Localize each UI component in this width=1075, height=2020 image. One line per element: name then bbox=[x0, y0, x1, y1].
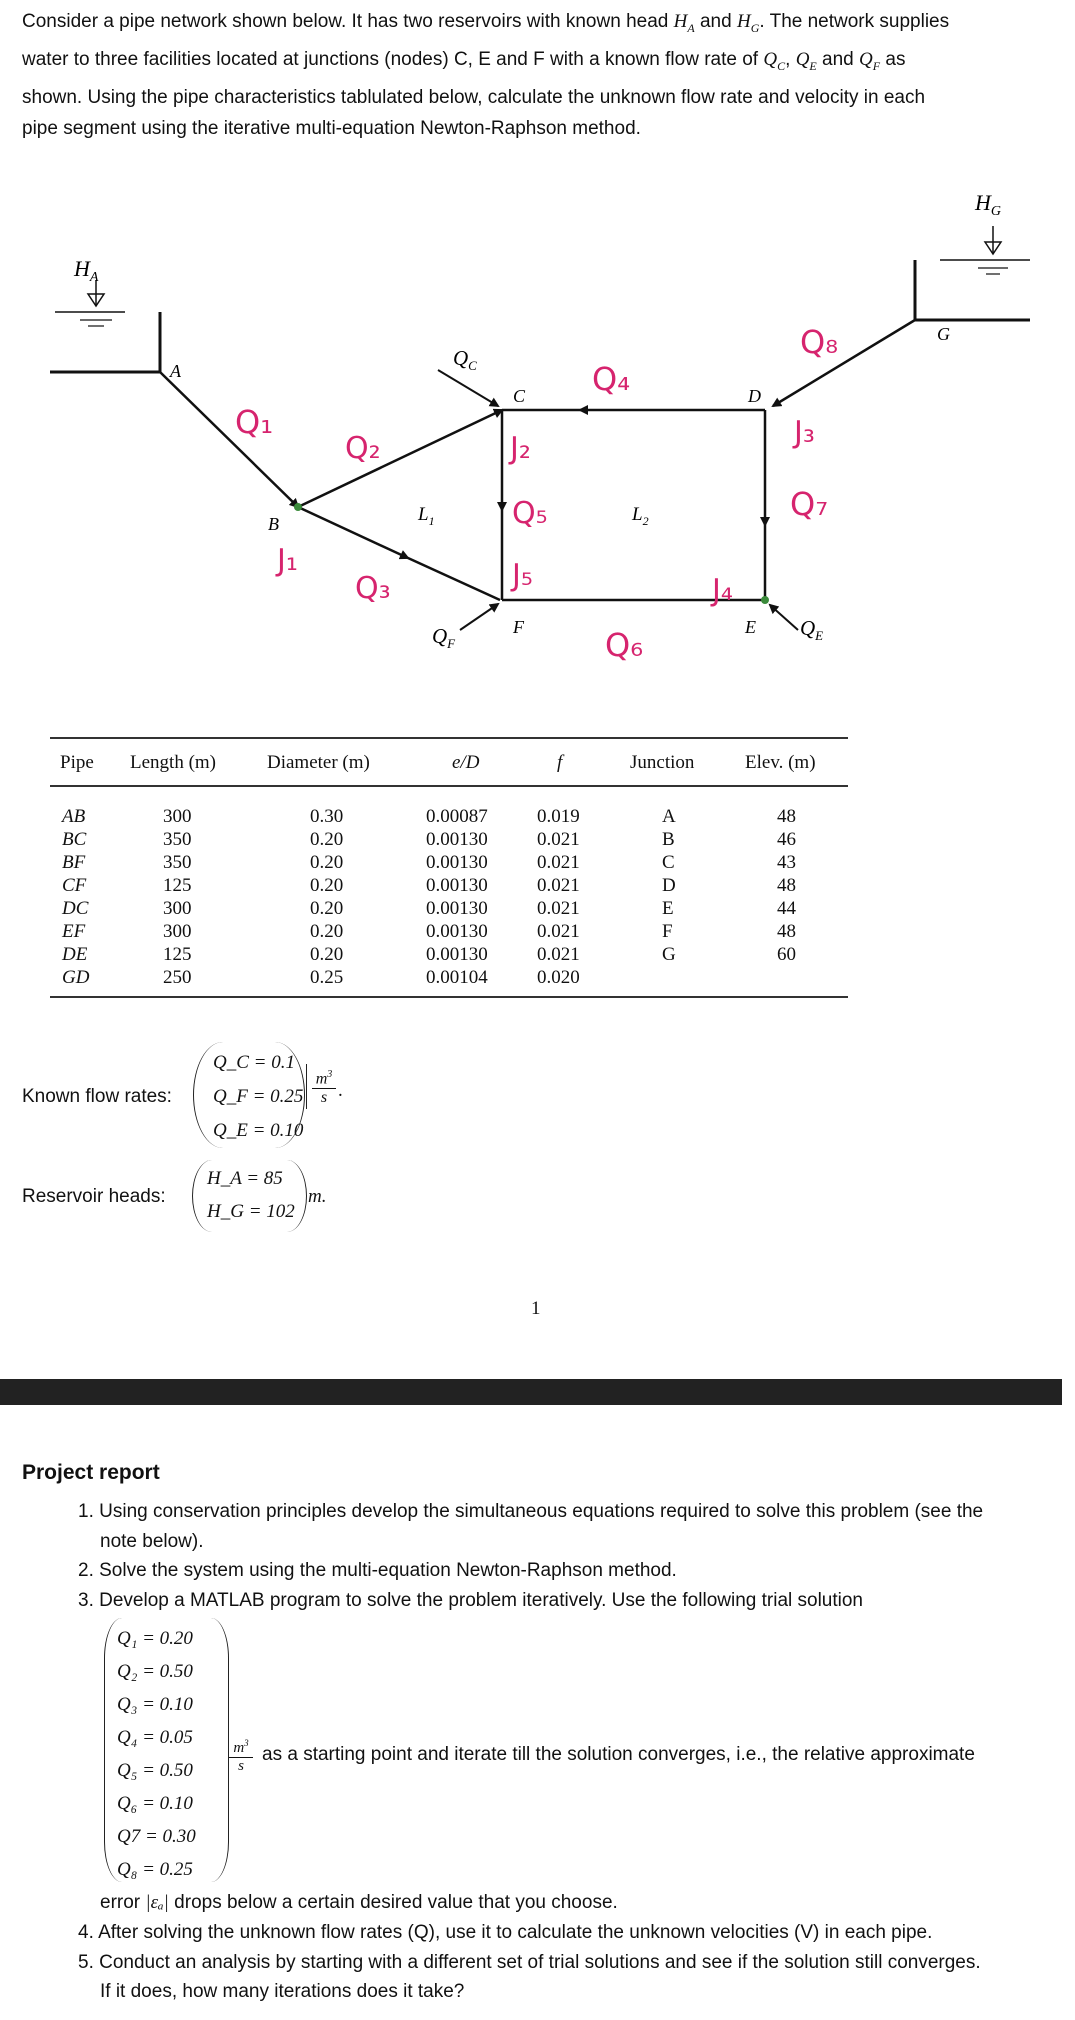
table-cell: 0.00130 bbox=[426, 852, 488, 873]
hand-q7: Q₇ bbox=[790, 485, 829, 523]
node-c-label: C bbox=[513, 386, 526, 406]
table-cell: DC bbox=[62, 898, 89, 919]
trial-unit: $m^3$ s bbox=[229, 1735, 253, 1775]
column-f bbox=[537, 805, 580, 989]
report-item-2: 2. Solve the system using the multi-equation Newton-Raphson method. bbox=[78, 1560, 677, 1581]
report-item-1a: 1. Using conservation principles develop the simultaneous equations required to solve this problem (see the bbox=[78, 1501, 984, 1522]
intro-line-3: shown. Using the pipe characteristics tablulated below, calculate the unknown flow rate and velocity in each bbox=[22, 86, 926, 108]
table-cell: BF bbox=[62, 852, 86, 873]
table-cell: BC bbox=[62, 829, 87, 850]
reservoir-a-label: $H_A$ bbox=[74, 256, 99, 285]
table-cell: 48 bbox=[777, 806, 796, 827]
heads-label: Reservoir heads: bbox=[22, 1186, 166, 1207]
table-cell: 0.00104 bbox=[426, 967, 488, 988]
hand-q1: Q₁ bbox=[235, 403, 274, 441]
column-ed bbox=[426, 805, 488, 989]
table-cell: 350 bbox=[163, 852, 192, 873]
table-cell: 0.20 bbox=[310, 829, 344, 850]
table-cell: 48 bbox=[777, 875, 796, 896]
report-item-3-continued: as a starting point and iterate till the solution converges, i.e., the relative approximate bbox=[262, 1744, 975, 1765]
table-cell: 300 bbox=[163, 921, 192, 942]
hand-q8: Q₈ bbox=[800, 323, 839, 361]
table-cell: 44 bbox=[777, 898, 796, 919]
report-item-4: 4. After solving the unknown flow rates (Q), use it to calculate the unknown velocities (V) in each pipe. bbox=[78, 1922, 933, 1943]
table-cell: 0.021 bbox=[537, 898, 580, 919]
table-cell: 0.020 bbox=[537, 967, 580, 988]
known-flows-label: Known flow rates: bbox=[22, 1086, 172, 1107]
report-item-1b: note below). bbox=[100, 1531, 204, 1552]
node-b-dot bbox=[294, 503, 302, 511]
node-g-label: G bbox=[937, 324, 950, 344]
column-diameter bbox=[310, 805, 343, 989]
table-top-rule bbox=[50, 737, 848, 739]
report-item-5a: 5. Conduct an analysis by starting with a different set of trial solutions and see if the solution still converges. bbox=[78, 1952, 981, 1973]
report-title: Project report bbox=[22, 1461, 160, 1484]
table-cell: 43 bbox=[777, 852, 796, 873]
table-header-rule bbox=[50, 785, 848, 787]
table-cell: DE bbox=[62, 944, 88, 965]
trial-q2: Q₂ = 0.50 bbox=[117, 1661, 193, 1682]
trial-q5: Q₅ = 0.50 bbox=[117, 1760, 193, 1781]
table-cell: 0.00130 bbox=[426, 875, 488, 896]
column-junction bbox=[662, 805, 676, 966]
hand-j2: J₂ bbox=[510, 431, 531, 466]
page-number: 1 bbox=[531, 1298, 541, 1319]
node-e-label: E bbox=[745, 617, 756, 637]
hand-j5: J₅ bbox=[512, 558, 533, 593]
report-item-3-end: error |εₐ| drops below a certain desired value that you choose. bbox=[100, 1892, 618, 1913]
demand-qc-arrow bbox=[438, 370, 498, 406]
heads-matrix bbox=[207, 1162, 295, 1228]
table-bottom-rule bbox=[50, 996, 848, 998]
table-cell: 0.20 bbox=[310, 852, 344, 873]
intro-line-4: pipe segment using the iterative multi-equation Newton-Raphson method. bbox=[22, 117, 641, 139]
pipe-network-diagram bbox=[0, 180, 1075, 680]
trial-q3: Q₃ = 0.10 bbox=[117, 1694, 193, 1715]
table-cell: F bbox=[662, 921, 673, 942]
table-cell: 48 bbox=[777, 921, 796, 942]
table-cell: G bbox=[662, 944, 676, 965]
trial-q1: Q₁ = 0.20 bbox=[117, 1628, 193, 1649]
table-cell: 0.20 bbox=[310, 875, 344, 896]
table-cell: 0.00130 bbox=[426, 921, 488, 942]
qc-label: $Q_C$ bbox=[453, 346, 477, 373]
node-b-label: B bbox=[268, 514, 279, 534]
report-item-5b: If it does, how many iterations does it take? bbox=[100, 1981, 465, 2002]
reservoir-g-label: $H_G$ bbox=[975, 190, 1002, 219]
flow-qf: Q_F = 0.25 bbox=[213, 1086, 304, 1107]
table-cell: 0.30 bbox=[310, 806, 344, 827]
table-cell: 46 bbox=[777, 829, 796, 850]
head-hg: H_G = 102 bbox=[207, 1201, 295, 1222]
node-e-dot bbox=[761, 596, 769, 604]
trial-solution-matrix bbox=[117, 1622, 196, 1886]
table-cell: 300 bbox=[163, 806, 192, 827]
table-cell: C bbox=[662, 852, 675, 873]
table-cell: 0.021 bbox=[537, 875, 580, 896]
flow-qc: Q_C = 0.1 bbox=[213, 1052, 295, 1073]
heads-unit: m. bbox=[308, 1186, 327, 1207]
header-elev: Elev. (m) bbox=[745, 752, 816, 773]
hand-q5: Q₅ bbox=[512, 496, 548, 531]
hand-q3: Q₃ bbox=[355, 571, 391, 606]
pipe-bf-upper bbox=[298, 507, 408, 558]
table-cell: 0.25 bbox=[310, 967, 344, 988]
flow-qe: Q_E = 0.10 bbox=[213, 1120, 304, 1141]
flows-period: . bbox=[338, 1080, 343, 1101]
l2-label: $L_2$ bbox=[632, 504, 649, 528]
qe-label: $Q_E$ bbox=[800, 616, 824, 643]
hand-q4: Q₄ bbox=[592, 360, 631, 398]
table-cell: 125 bbox=[163, 875, 192, 896]
flows-unit: $m^3$ s bbox=[312, 1066, 336, 1107]
header-ed: e/D bbox=[452, 752, 480, 773]
column-pipe bbox=[62, 805, 89, 989]
node-d-label: D bbox=[748, 386, 761, 406]
node-a-label: A bbox=[170, 361, 181, 381]
header-pipe: Pipe bbox=[60, 752, 94, 773]
table-cell: AB bbox=[62, 806, 86, 827]
flows-unit-bracket bbox=[306, 1064, 307, 1109]
table-cell: D bbox=[662, 875, 676, 896]
table-cell: E bbox=[662, 898, 674, 919]
table-cell: 0.20 bbox=[310, 921, 344, 942]
page-separator-bar bbox=[0, 1379, 1062, 1405]
table-cell: EF bbox=[62, 921, 86, 942]
table-cell: 0.021 bbox=[537, 852, 580, 873]
header-junction: Junction bbox=[630, 752, 695, 773]
table-cell: 0.20 bbox=[310, 898, 344, 919]
table-cell: 300 bbox=[163, 898, 192, 919]
table-cell: 250 bbox=[163, 967, 192, 988]
demand-qe-arrow bbox=[770, 605, 798, 630]
header-f: f bbox=[557, 752, 563, 773]
intro-line-2: water to three facilities located at junctions (nodes) C, E and F with a known flow rate of $Q_C$, $Q_E$ and $Q_F$ as bbox=[22, 48, 906, 73]
table-cell: GD bbox=[62, 967, 90, 988]
head-ha: H_A = 85 bbox=[207, 1168, 283, 1189]
intro-paragraph bbox=[22, 6, 1052, 144]
table-cell: 0.20 bbox=[310, 944, 344, 965]
hand-q6: Q₆ bbox=[605, 626, 644, 664]
table-cell: 0.00130 bbox=[426, 829, 488, 850]
header-length: Length (m) bbox=[130, 752, 217, 773]
pipe-bc bbox=[298, 410, 502, 507]
column-elev bbox=[777, 805, 796, 966]
table-cell: 350 bbox=[163, 829, 192, 850]
table-cell: CF bbox=[62, 875, 87, 896]
pipe-bf-lower bbox=[408, 558, 500, 600]
intro-line-1: Consider a pipe network shown below. It has two reservoirs with known head $H_A$ and $H_G$. The network supplies bbox=[22, 11, 950, 35]
demand-qf-arrow bbox=[460, 604, 498, 630]
report-item-3: 3. Develop a MATLAB program to solve the problem iteratively. Use the following trial solution bbox=[78, 1590, 863, 1611]
reservoir-g bbox=[915, 226, 1030, 320]
table-cell: 0.00130 bbox=[426, 944, 488, 965]
table-cell: A bbox=[662, 806, 676, 827]
qf-label: $Q_F$ bbox=[432, 624, 456, 651]
pipe-ab bbox=[160, 372, 298, 507]
table-cell: 0.021 bbox=[537, 921, 580, 942]
pipe-gd bbox=[773, 320, 915, 406]
table-cell: B bbox=[662, 829, 675, 850]
hand-j3: J₃ bbox=[794, 415, 815, 450]
trial-q8: Q₈ = 0.25 bbox=[117, 1859, 193, 1880]
column-length bbox=[163, 805, 192, 989]
table-cell: 0.00130 bbox=[426, 898, 488, 919]
trial-q4: Q₄ = 0.05 bbox=[117, 1727, 193, 1748]
table-cell: 0.021 bbox=[537, 944, 580, 965]
header-diameter: Diameter (m) bbox=[267, 752, 370, 773]
table-cell: 0.021 bbox=[537, 829, 580, 850]
trial-right-paren bbox=[210, 1618, 229, 1882]
l1-label: $L_1$ bbox=[418, 504, 435, 528]
trial-q6: Q₆ = 0.10 bbox=[117, 1793, 193, 1814]
table-cell: 60 bbox=[777, 944, 796, 965]
hand-j1: J₁ bbox=[277, 543, 298, 578]
trial-q7: Q7 = 0.30 bbox=[117, 1826, 196, 1847]
known-flows-matrix bbox=[213, 1046, 303, 1148]
reservoir-a bbox=[50, 280, 160, 372]
hand-j4: J₄ bbox=[712, 573, 733, 608]
table-cell: 0.00087 bbox=[426, 806, 488, 827]
table-cell: 0.019 bbox=[537, 806, 580, 827]
hand-q2: Q₂ bbox=[345, 431, 381, 466]
node-f-label: F bbox=[513, 617, 524, 637]
table-cell: 125 bbox=[163, 944, 192, 965]
